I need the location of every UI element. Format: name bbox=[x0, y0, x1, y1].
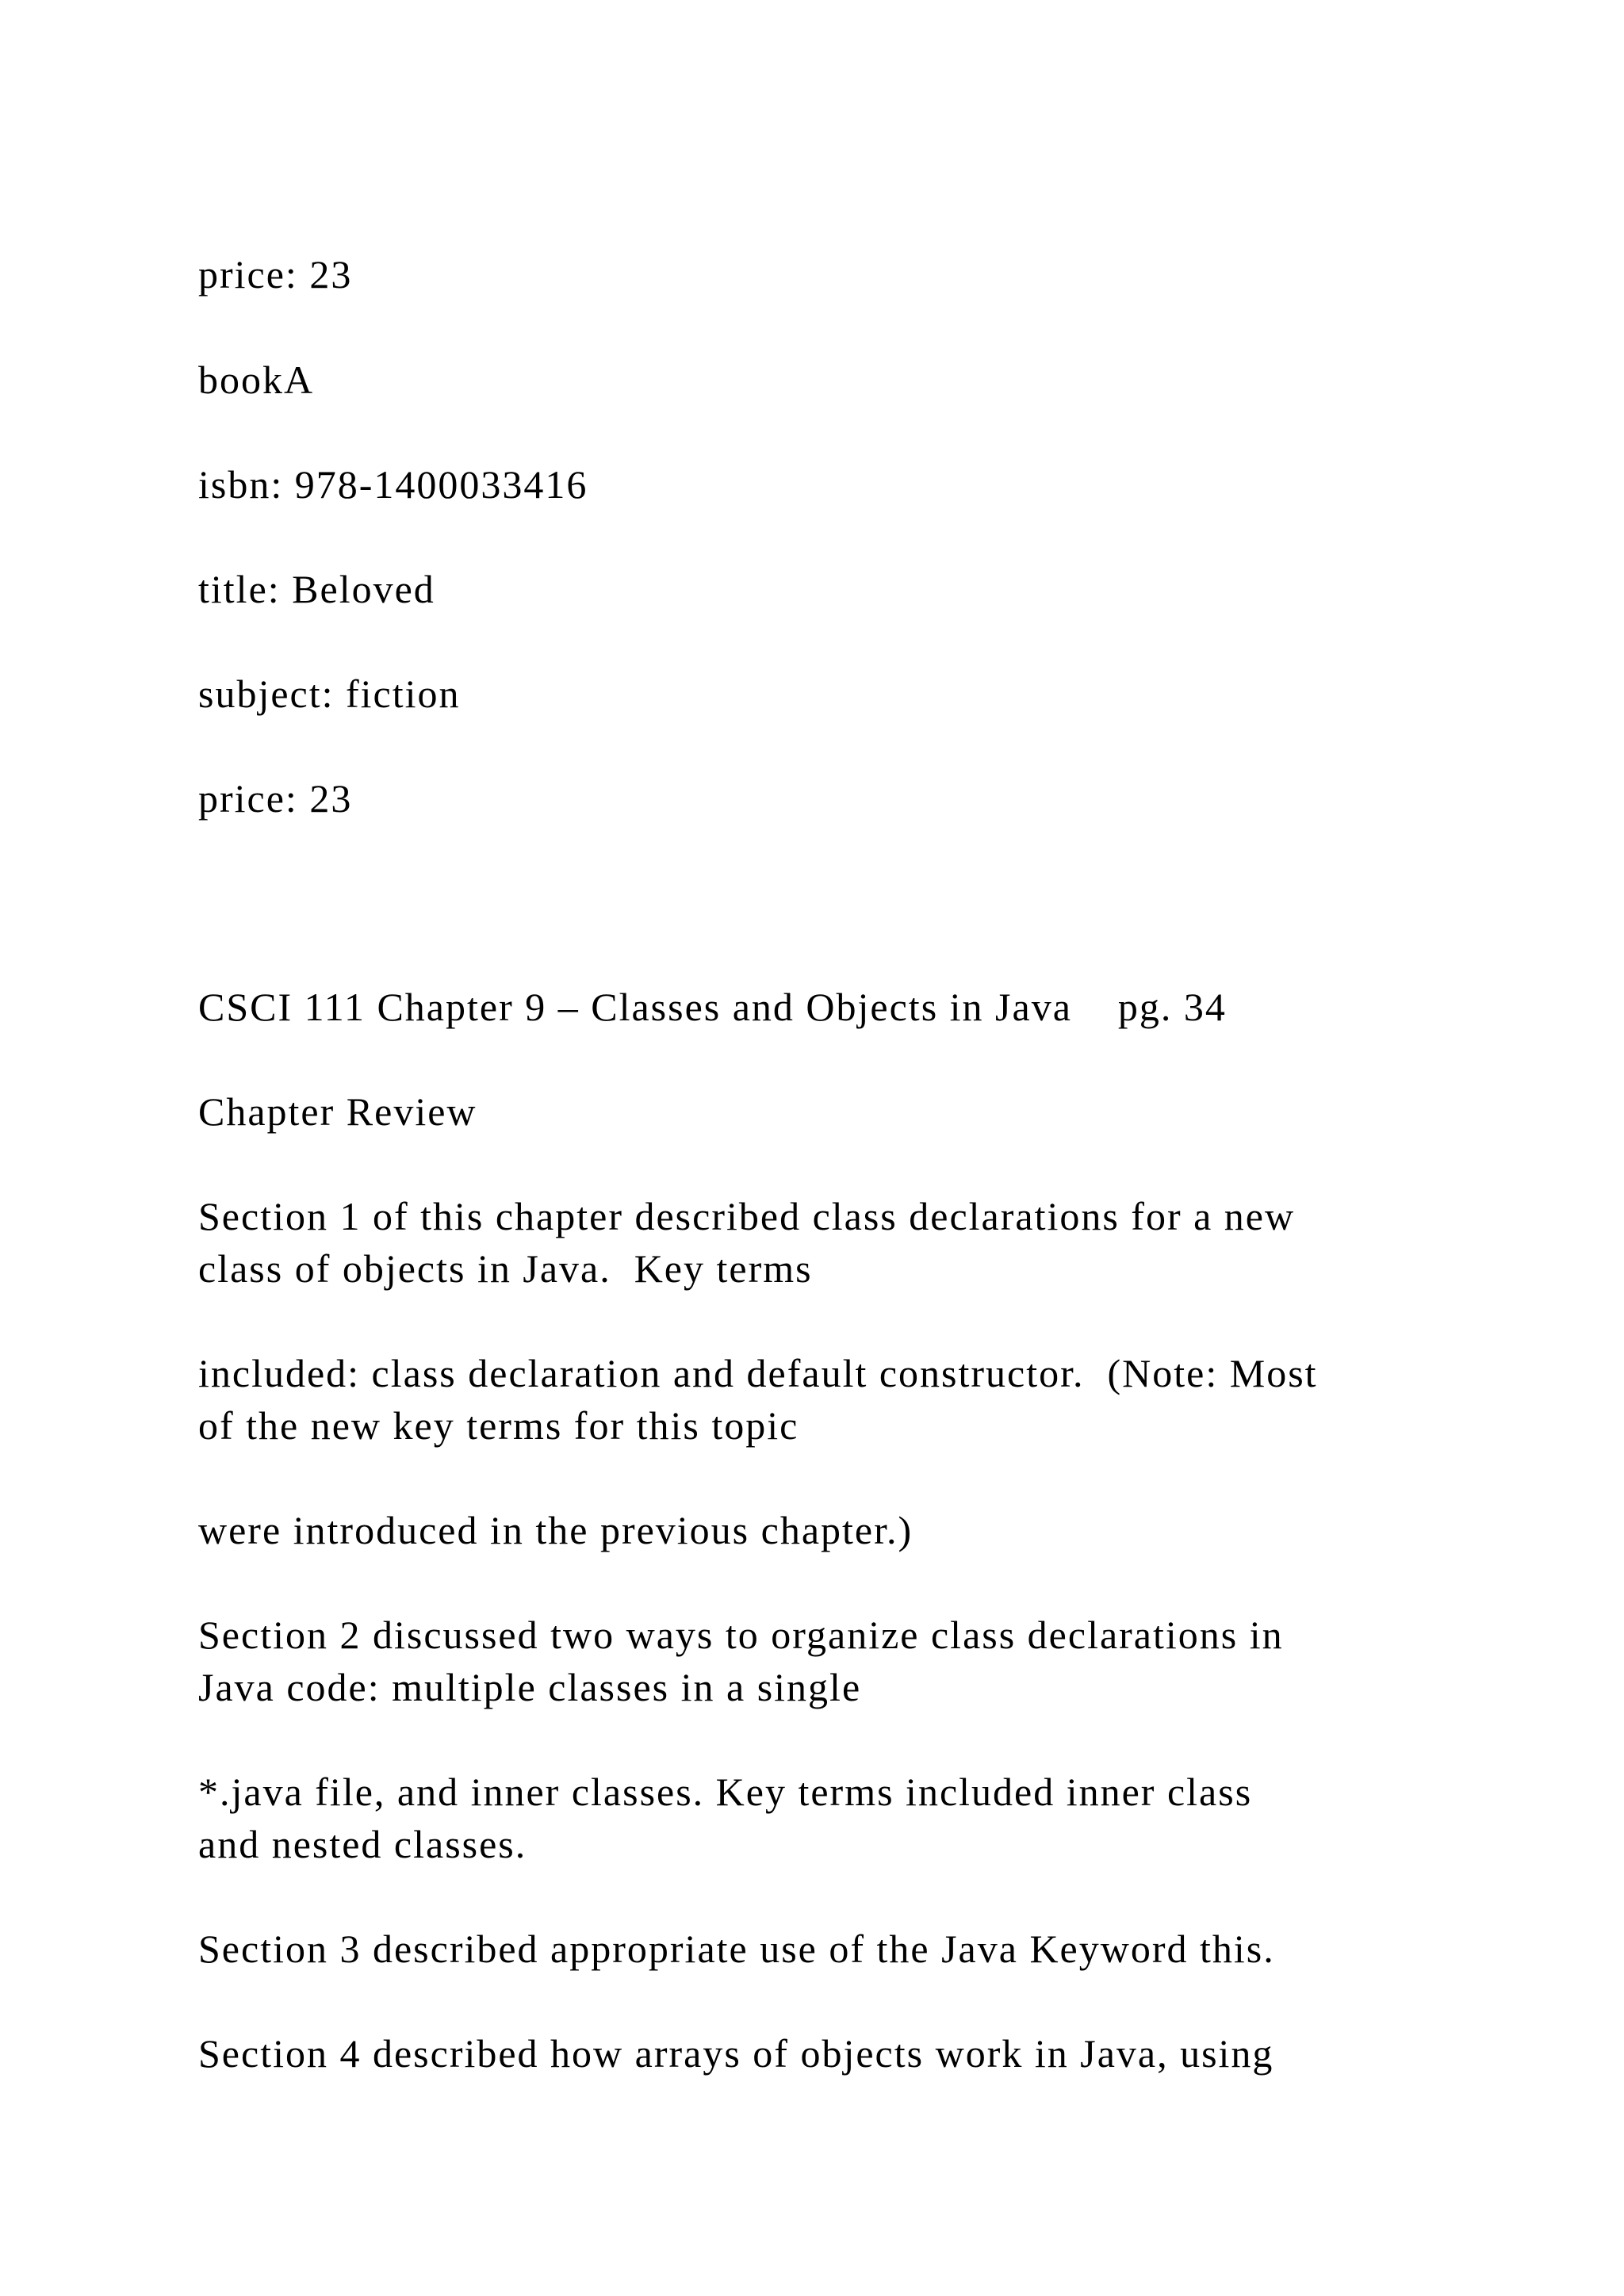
section-heading: Chapter Review bbox=[198, 1089, 477, 1134]
object-name-line: bookA bbox=[198, 358, 315, 402]
paragraph-line: and nested classes. bbox=[198, 1822, 527, 1866]
subject-line: subject: fiction bbox=[198, 672, 461, 716]
paragraph-line: were introduced in the previous chapter.) bbox=[198, 1508, 914, 1552]
paragraph-line: included: class declaration and default constructor. (Note: Most bbox=[198, 1351, 1318, 1395]
paragraph-line: *.java file, and inner classes. Key terms included inner class bbox=[198, 1770, 1253, 1814]
running-head: CSCI 111 Chapter 9 – Classes and Objects in Java pg. 34 bbox=[198, 985, 1227, 1029]
paragraph-line: Section 1 of this chapter described class declarations for a new bbox=[198, 1194, 1296, 1238]
isbn-line: isbn: 978-1400033416 bbox=[198, 462, 588, 507]
title-line: title: Beloved bbox=[198, 567, 435, 611]
paragraph-line: Section 2 discussed two ways to organize class declarations in bbox=[198, 1613, 1284, 1657]
price-line: price: 23 bbox=[198, 776, 353, 821]
paragraph-line: of the new key terms for this topic bbox=[198, 1403, 799, 1448]
price-line-top: price: 23 bbox=[198, 252, 353, 297]
paragraph-line: class of objects in Java. Key terms bbox=[198, 1246, 813, 1291]
paragraph-line: Section 3 described appropriate use of the Java Keyword this. bbox=[198, 1927, 1275, 1971]
paragraph-line: Section 4 described how arrays of objects work in Java, using bbox=[198, 2031, 1274, 2076]
paragraph-line: Java code: multiple classes in a single bbox=[198, 1665, 862, 1709]
